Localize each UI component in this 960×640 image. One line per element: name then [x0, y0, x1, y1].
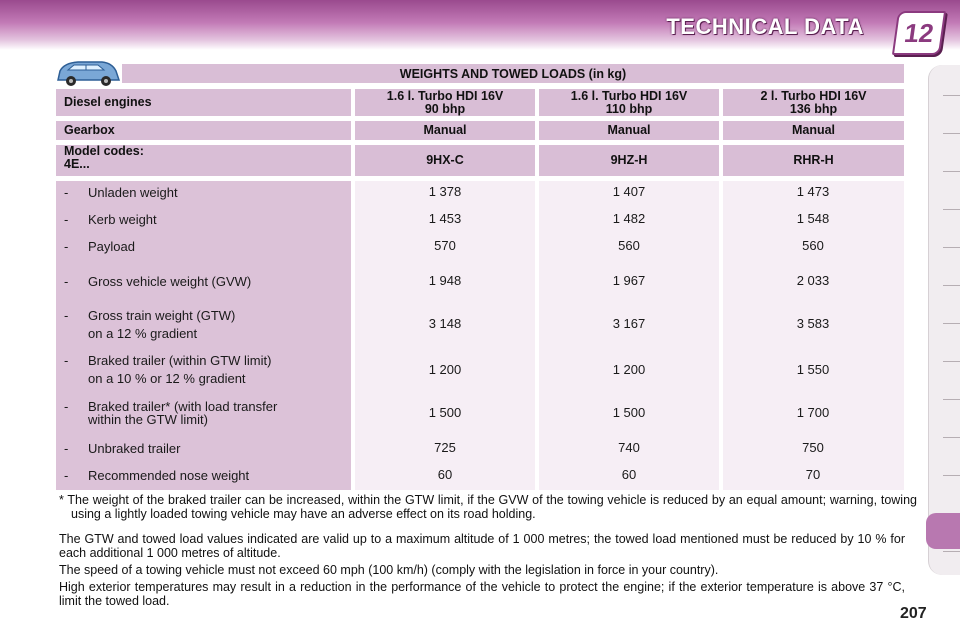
- cell-value: 1 967: [612, 273, 646, 288]
- model-codes-label: [56, 145, 351, 176]
- cell-value: 740: [618, 440, 640, 455]
- footnote: * The weight of the braked trailer can be increased, within the GTW limit, if the GVW of the towing vehicle is reduced by an equal amount; warning, towing using a lightly loaded towing vehicle may have an adverse effect on its road holding.: [59, 493, 917, 521]
- engine-header: [723, 89, 904, 116]
- cell-value: 750: [802, 440, 824, 455]
- cell-value: 60: [621, 467, 637, 482]
- row-sublabel: on a 12 % gradient: [88, 326, 198, 341]
- engine-power: 110 bhp: [605, 101, 653, 116]
- cell-value: 560: [618, 238, 640, 253]
- row-label: Payload: [88, 239, 135, 254]
- chapter-badge: 12: [892, 11, 946, 55]
- row-sublabel: within the GTW limit): [88, 412, 208, 427]
- row-dash: -: [64, 274, 69, 289]
- gearbox-value: Manual: [355, 121, 535, 140]
- row-dash: -: [64, 441, 69, 456]
- model-code: 9HZ-H: [539, 145, 719, 176]
- cell-value: 1 948: [428, 273, 462, 288]
- cell-value: 1 453: [428, 211, 462, 226]
- cell-value: 1 482: [612, 211, 646, 226]
- row-dash: -: [64, 212, 69, 227]
- cell-value: 1 378: [428, 184, 462, 199]
- side-tab-marker[interactable]: [943, 475, 960, 476]
- side-tab-marker[interactable]: [943, 95, 960, 96]
- cell-value: 1 200: [612, 362, 646, 377]
- cell-value: 1 548: [796, 211, 830, 226]
- side-tab-marker[interactable]: [943, 171, 960, 172]
- engine-name: 1.6 l. Turbo HDI 16V: [386, 88, 504, 103]
- row-dash: -: [64, 308, 69, 323]
- side-tab-marker[interactable]: [943, 437, 960, 438]
- cell-value: 1 200: [428, 362, 462, 377]
- gearbox-value: Manual: [723, 121, 904, 140]
- side-tab-active[interactable]: [926, 513, 960, 549]
- engine-power: 136 bhp: [789, 101, 838, 116]
- side-tab-marker[interactable]: [943, 247, 960, 248]
- engine-name: 1.6 l. Turbo HDI 16V: [570, 88, 688, 103]
- engine-header: [539, 89, 719, 116]
- side-tab-marker[interactable]: [943, 551, 960, 552]
- cell-value: 1 550: [796, 362, 830, 377]
- cell-value: 570: [434, 238, 456, 253]
- gearbox-label: Gearbox: [56, 121, 351, 140]
- side-tab-marker[interactable]: [943, 285, 960, 286]
- model-codes-title: Model codes:: [64, 144, 144, 158]
- car-icon: [54, 58, 122, 88]
- page-title: TECHNICAL DATA: [666, 14, 864, 39]
- row-label: Gross vehicle weight (GVW): [88, 274, 252, 289]
- table-title: WEIGHTS AND TOWED LOADS (in kg): [122, 64, 904, 83]
- cell-value: 725: [434, 440, 456, 455]
- row-dash: -: [64, 468, 69, 483]
- cell-value: 60: [437, 467, 453, 482]
- side-index-rail: [928, 65, 960, 575]
- engine-name: 2 l. Turbo HDI 16V: [760, 88, 867, 103]
- speed-note: The speed of a towing vehicle must not exceed 60 mph (100 km/h) (comply with the legislation in force in your country).: [59, 563, 719, 577]
- side-tab-marker[interactable]: [943, 361, 960, 362]
- cell-value: 1 700: [796, 405, 830, 420]
- temperature-note: High exterior temperatures may result in a reduction in the performance of the vehicle to protect the engine; if the exterior temperature is above 37 °C, limit the towed load.: [59, 580, 905, 608]
- altitude-note: The GTW and towed load values indicated are valid up to a maximum altitude of 1 000 metres; the towed load mentioned must be reduced by 10 % for each additional 1 000 metres of altitude.: [59, 532, 905, 560]
- engine-power: 90 bhp: [424, 101, 466, 116]
- side-tab-marker[interactable]: [943, 133, 960, 134]
- diesel-engines-label: Diesel engines: [56, 89, 351, 116]
- cell-value: 2 033: [796, 273, 830, 288]
- model-code: RHR-H: [723, 145, 904, 176]
- row-sublabel: on a 10 % or 12 % gradient: [88, 371, 246, 386]
- side-tab-marker[interactable]: [943, 209, 960, 210]
- model-code: 9HX-C: [355, 145, 535, 176]
- cell-value: 3 167: [612, 316, 646, 331]
- row-label: Unbraked trailer: [88, 441, 181, 456]
- side-tab-marker[interactable]: [943, 399, 960, 400]
- row-dash: -: [64, 185, 69, 200]
- cell-value: 560: [802, 238, 824, 253]
- cell-value: 3 583: [796, 316, 830, 331]
- row-dash: -: [64, 239, 69, 254]
- row-label: Kerb weight: [88, 212, 157, 227]
- row-label: Braked trailer* (with load transfer: [88, 399, 278, 414]
- row-dash: -: [64, 399, 69, 414]
- gearbox-value: Manual: [539, 121, 719, 140]
- row-dash: -: [64, 353, 69, 368]
- engine-header: [355, 89, 535, 116]
- cell-value: 1 473: [796, 184, 830, 199]
- cell-value: 1 500: [612, 405, 646, 420]
- cell-value: 1 500: [428, 405, 462, 420]
- cell-value: 70: [805, 467, 821, 482]
- row-label: Recommended nose weight: [88, 468, 250, 483]
- side-tab-marker[interactable]: [943, 323, 960, 324]
- model-codes-prefix: 4E...: [64, 157, 90, 171]
- row-label: Braked trailer (within GTW limit): [88, 353, 272, 368]
- row-label: Unladen weight: [88, 185, 178, 200]
- row-label: Gross train weight (GTW): [88, 308, 236, 323]
- cell-value: 1 407: [612, 184, 646, 199]
- page-number: 207: [900, 605, 927, 622]
- cell-value: 3 148: [428, 316, 462, 331]
